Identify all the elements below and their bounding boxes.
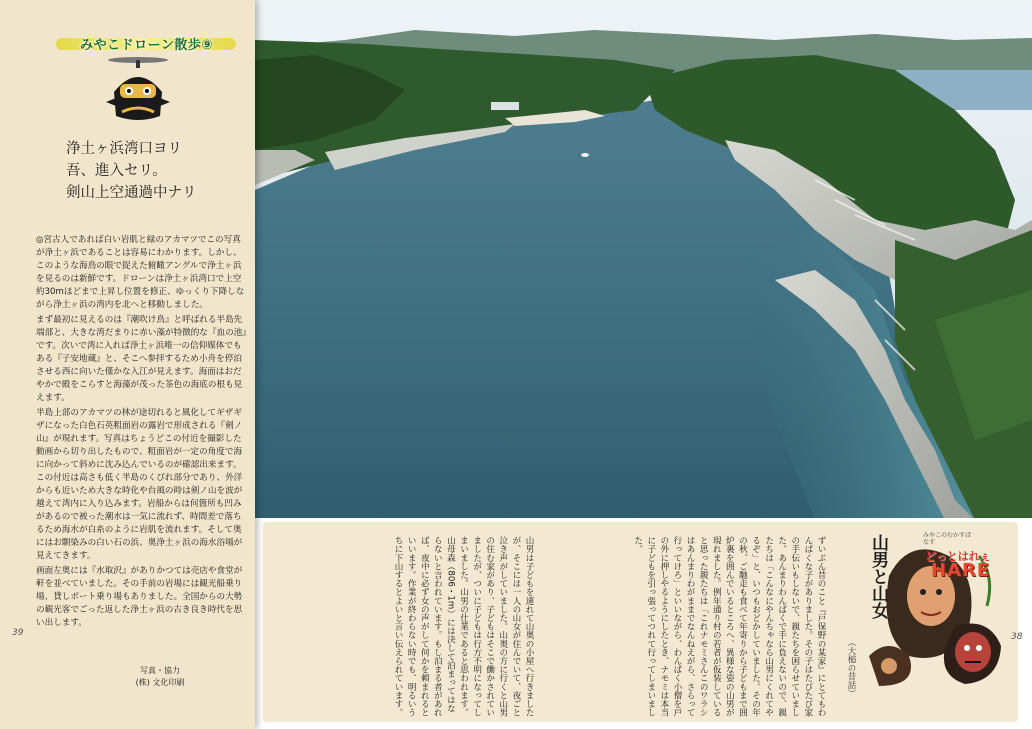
series-title: みやこドローン散歩⑨	[80, 38, 213, 53]
left-page	[0, 0, 255, 729]
article-paragraph-3: 半島上部のアカマツの林が途切れると風化してギザギザになった白色石英粗面岩の露岩で形成される『剣ノ山』が現れます。写真はちょうどこの付近を撮影した動画から切り出したもので、粗面岩が一定の角度で海に向かって斜めに沈み込んでいるのが確認出来ます。この付近は高さも低く半島のくびれ部分であり、外洋からも近いため大きな時化や台風の時は剣ノ山を波が越えて湾内に入り込みます。岩船からは何箇所も凹みがあるので被った潮水は一気に流れず、時間差で落ちるため海水が白糸のように岩肌を流れます。そして奥にはお馴染みの白い石の浜、奥浄土ヶ浜の海水浴場が見えてきます。	[36, 408, 243, 561]
drone-mascot-icon	[100, 54, 176, 124]
headline-line-1: 浄土ヶ浜湾口ヨリ	[66, 141, 182, 157]
article-paragraph-4: 画面左奥には『水取沢』がありかつては売店や食堂が軒を並べていました。その手前の岩場には観光船乗り場、貸しボート乗り場もありました。全国からの大勢の観光客でごった返した浄土ヶ浜の古き良き時代を思い出します。	[36, 566, 243, 628]
dotto-hare-logo	[923, 528, 1031, 584]
column-subtitle: （大槌の昔話）	[846, 638, 856, 698]
headline-line-3: 剣山上空通過中ナリ	[66, 185, 197, 201]
column-text-main: ずいぶん昔のこと『戸保野の某家』にとてもわんぱくな子がありました。その子はたびたび家の手伝いもしないで、親たちを困らせていました。あんまりわんぱくで手に負えないので、親たちは「こんなにやんちゃなら山男にくれてやるぞ」と、いつもおどかしていました。その年の秋、ご馳走も食べて年寄りから子どもまで囲炉裏を囲んでいるところへ、異様な姿の山男が現れました。例年通り村の若者が仮装していると思った親たちは「これナモミさんこのワラシはあんまりわがままでなんねえがら、さらって行ってけろ」といいながら、わんぱく小僧を戸の外に押しやるようにしたとき、ナモミは本当に子どもを引っ張ってつれて行ってしまいました。	[632, 536, 826, 717]
column-title: 山男と山女	[868, 534, 888, 619]
credit-label: 写真・協力	[140, 666, 180, 675]
headline-line-2: 吾、進入セリ。	[66, 163, 167, 179]
headline	[66, 138, 246, 204]
page-number-right: 38	[1011, 632, 1023, 642]
logo-hare-text: HARE	[931, 560, 991, 581]
folklore-column-panel	[263, 522, 1023, 722]
credit-company: (株) 文化印刷	[135, 678, 185, 687]
logo-title: どっとはれぇ	[925, 550, 991, 563]
photo-credits	[110, 665, 210, 689]
logo-caption: みやこのむかすばなす	[923, 532, 972, 546]
article-paragraph-2: まず最初に見えるのは『潮吹け鳥』と呼ばれる半島先端部と、大きな湾だまりに赤い藻が特徴的な『血の池』です。次いで湾に入れば浄土ヶ浜唯一の信仰媒体でもある『子安地蔵』と、そこへ参拝するため小舟を停泊させる西に向いた僅かな入江が見えます。海面はおだやかで殿をこらすと海藻が茂った茶色の海底の根も見えます。	[36, 315, 247, 403]
aerial-photo	[255, 0, 1032, 520]
column-text-continued: 山男は子どもを連れて山奥の小屋へ行きましたが、そこには一人の山女が住んでいて、夜ごと泣き声がしていました。山奥の方に行くと山男の住む家があり、子どもはそこで働かされていましたが、ついに子どもは行方不明になってしまいました。山男の仕業であると思われます。山母森（806・1m）には決して泊まってはならないと言われています。もし泊まる者があれば、夜中に必ず女の声がして何かを頼まれるといいます。作業が終わらない時でも、明るいうちに下山するとよいと言い伝えられています。	[393, 536, 534, 717]
article-body	[36, 234, 248, 632]
folklore-column-area	[255, 518, 1032, 729]
article-paragraph-1: ◎宮古人であれば白い岩肌と緑のアカマツでこの写真が浄土ヶ浜であることは容易にわかります。しかし、このような海鳥の眼で捉えた俯瞰アングルで浄土ヶ浜を見るのは新鮮です。ドローンは浄土ヶ浜湾口で上空約30mほどまで上昇し位置を修正、ゆっくり下降しながら浄土ヶ浜の湾内を北へと移動しました。	[36, 235, 245, 310]
page-number-left: 39	[12, 628, 24, 638]
